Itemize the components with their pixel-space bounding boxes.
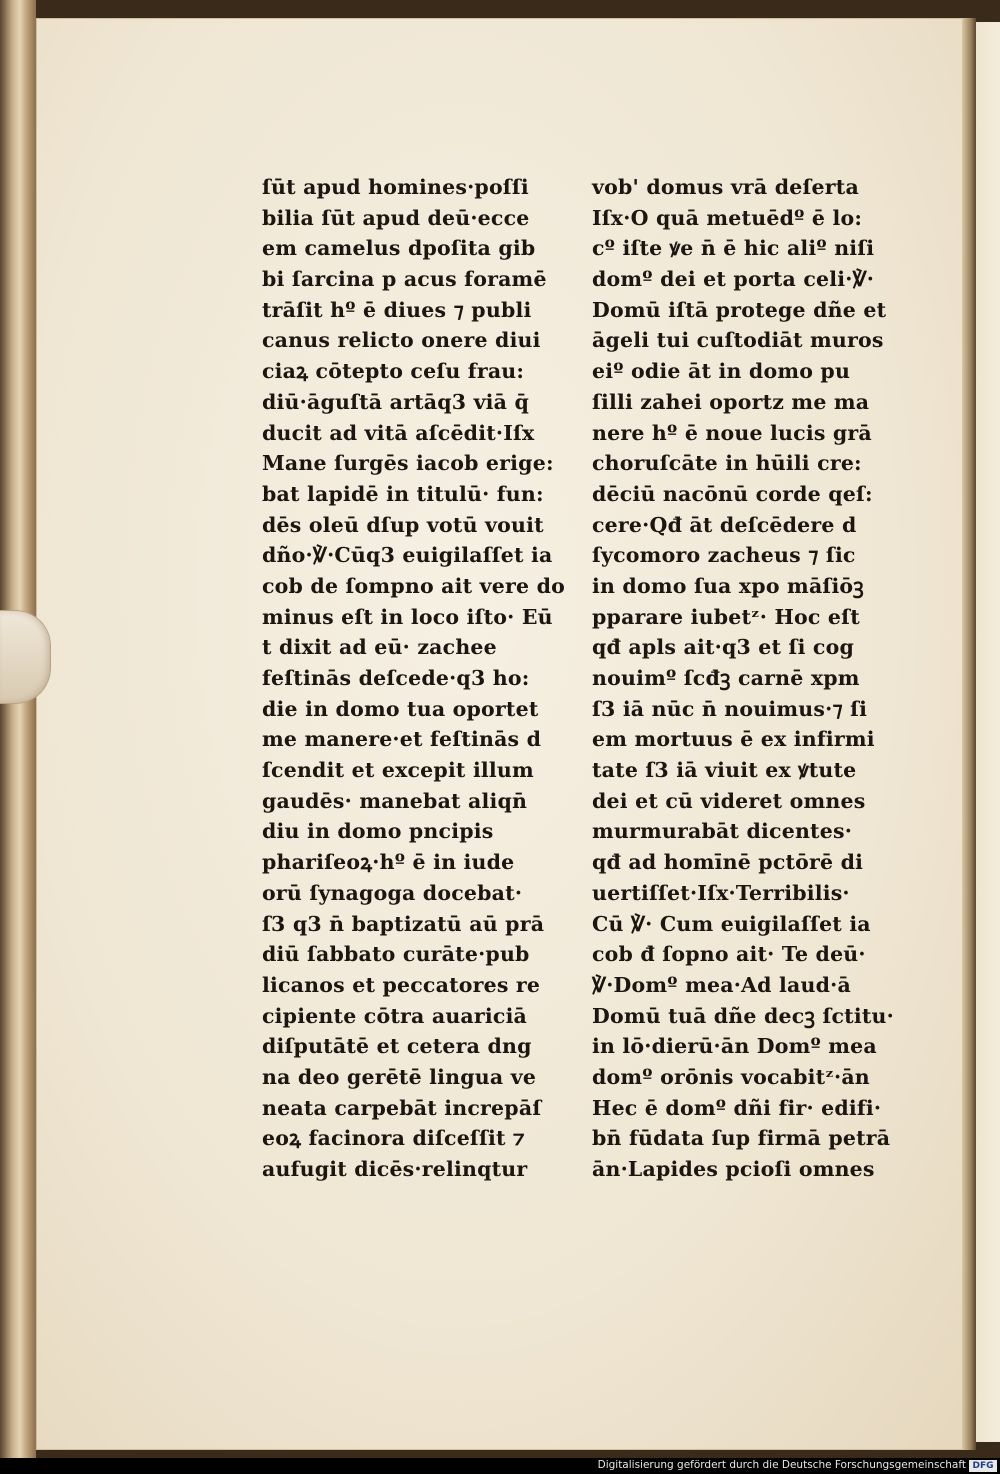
- text-line: nouimº ſcđꝫ carnē xpm: [592, 666, 860, 690]
- text-line: ſ3 q3 n̄ baptizatū aū prā: [262, 911, 545, 936]
- text-line: orū ſynagoga docebat·: [262, 880, 523, 905]
- text-line: qđ apls ait·q3 et ſi cog: [592, 635, 854, 660]
- text-line: trāſit hº ē diues ⁊ publi: [262, 297, 532, 322]
- text-line: feſtinās deſcede·q3 ho:: [262, 666, 530, 690]
- facing-page-edge: [976, 22, 1000, 1442]
- text-line: cob đ ſopno ait· Te deū·: [592, 942, 866, 967]
- text-line: pparare iubetᶻ· Hoc eſt: [592, 604, 860, 629]
- text-line: in lō·dierū·ān Domº mea: [592, 1034, 877, 1059]
- text-line: na deo gerētē lingua ve: [262, 1064, 537, 1089]
- text-line: die in domo tua oportet: [262, 696, 539, 721]
- page-clasp-tab: [0, 610, 51, 704]
- text-line: ān·Lapides pcioſi omnes: [592, 1157, 875, 1181]
- text-line: Domū iſtā protege dñe et: [592, 297, 887, 322]
- text-line: nere hº ē noue lucis grā: [592, 420, 872, 445]
- text-line: eoꝝ facinora diſceſſit ⁊: [262, 1126, 525, 1151]
- text-line: Cū ℣· Cum euigilaſſet ia: [592, 911, 871, 936]
- text-line: canus relicto onere diui: [262, 328, 541, 353]
- text-line: phariſeoꝝ·hº ē in iude: [262, 850, 515, 875]
- text-line: t dixit ad eū· zachee: [262, 635, 497, 660]
- text-line: bn̄ fūdata ſup firmā petrā: [592, 1126, 891, 1151]
- text-line: licanos et peccatores re: [262, 972, 541, 997]
- text-line: vob' domus vrā deſerta: [592, 175, 859, 199]
- text-line: diſputātē et cetera dng: [262, 1034, 532, 1059]
- funding-credit: Digitalisierung gefördert durch die Deutsche Forschungsgemeinschaft: [597, 1459, 966, 1471]
- text-line: em camelus dpoſita gib: [262, 236, 536, 261]
- text-line: ſcendit et excepit illum: [262, 758, 534, 783]
- text-line: Domū tuā dñe decꝫ ſctitu·: [592, 1003, 894, 1028]
- text-line: cere·Qđ āt deſcēdere d: [592, 512, 857, 537]
- text-line: gaudēs· manebat aliqn̄: [262, 788, 528, 813]
- text-line: neata carpebāt increpāſ: [262, 1095, 542, 1120]
- text-column-right: [592, 172, 892, 1185]
- text-line: dño·℣·Cūq3 euigilaſſet ia: [262, 543, 553, 568]
- text-line: diū ſabbato curāte·pub: [262, 942, 530, 967]
- text-line: ſūt apud homines·poſſi: [262, 175, 529, 199]
- text-line: cº iſte ꝟe n̄ ē hic aliº niſi: [592, 236, 875, 261]
- text-column-left: [262, 172, 565, 1185]
- text-line: Hec ē domº dñi fir· edifi·: [592, 1095, 882, 1120]
- text-line: Mane ſurgēs iacob erige:: [262, 451, 554, 476]
- text-line: bilia ſūt apud deū·ecce: [262, 205, 530, 230]
- book-gutter: [962, 18, 976, 1450]
- text-line: in domo ſua xpo māſiōꝫ: [592, 573, 864, 598]
- digitization-footer: [0, 1458, 1000, 1474]
- text-line: ſycomoro zacheus ⁊ ſic: [592, 543, 856, 568]
- text-line: diu in domo pncipis: [262, 819, 494, 844]
- text-line: eiº odie āt in domo pu: [592, 359, 851, 384]
- book-block-edge: [0, 0, 36, 1458]
- text-line: ciaꝝ cōtepto ceſu frau:: [262, 359, 525, 384]
- dfg-logo: DFG: [969, 1460, 997, 1472]
- text-line: dei et cū videret omnes: [592, 788, 866, 813]
- text-line: bi ſarcina p acus foramē: [262, 267, 547, 292]
- text-line: āgeli tui cuſtodiāt muros: [592, 328, 884, 353]
- text-line: ſ3 iā nūc n̄ nouimus·⁊ ſi: [592, 696, 868, 721]
- text-line: cob de ſompno ait vere do: [262, 573, 565, 598]
- text-line: ℣·Domº mea·Ad laud·ā: [592, 972, 851, 997]
- text-line: me manere·et feſtinās d: [262, 727, 542, 752]
- text-line: diū·āguſtā artāq3 viā q̄: [262, 389, 530, 414]
- text-line: choruſcāte in hūili cre:: [592, 451, 862, 476]
- text-line: qđ ad homīnē pctōrē di: [592, 850, 864, 875]
- text-line: aufugit dicēs·relinqtur: [262, 1157, 528, 1181]
- text-line: em mortuus ē ex infirmi: [592, 727, 875, 752]
- text-line: tate ſ3 iā viuit ex ꝟtute: [592, 758, 857, 783]
- text-line: ducit ad vitā aſcēdit·Iſx: [262, 420, 535, 445]
- text-line: ſilli zahei oportz me ma: [592, 389, 870, 414]
- text-line: uertiſſet·Iſx·Terribilis·: [592, 880, 850, 905]
- text-line: domº orōnis vocabitᶻ·ān: [592, 1064, 870, 1089]
- text-line: dēs oleū dſup votū vouit: [262, 512, 544, 537]
- text-line: Iſx·O quā metuēdº ē lo:: [592, 205, 863, 230]
- text-line: domº dei et porta celi·℣·: [592, 267, 875, 292]
- text-line: cipiente cōtra auariciā: [262, 1003, 528, 1028]
- text-line: bat lapidē in titulū· fun:: [262, 481, 544, 506]
- text-line: minus eſt in loco iſto· Eū: [262, 604, 553, 629]
- text-line: dēciū nacōnū corde qeſ:: [592, 481, 873, 506]
- text-line: murmurabāt dicentes·: [592, 819, 853, 844]
